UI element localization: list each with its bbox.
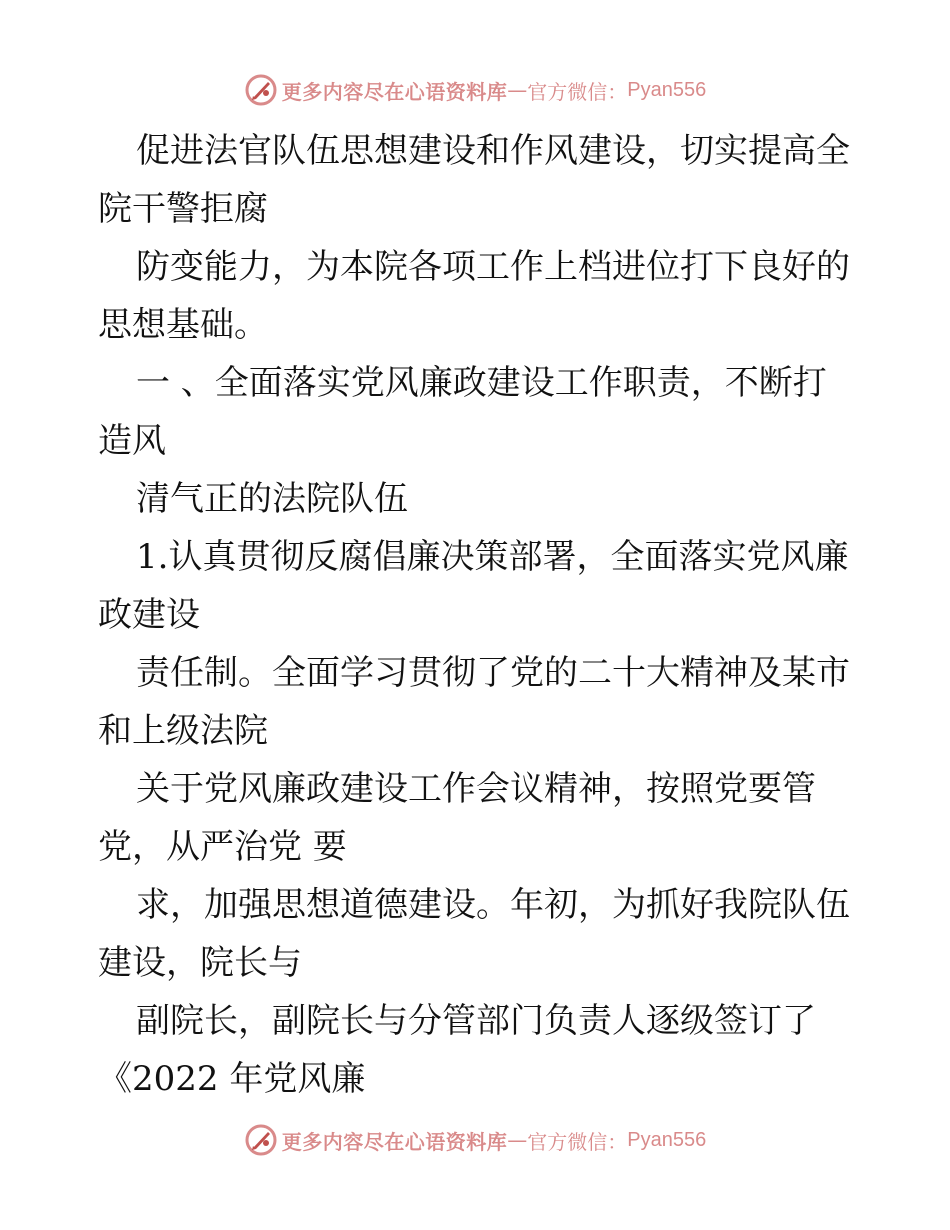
body-line: 副院长，副院长与分管部门负责人逐级签订了 bbox=[136, 1001, 816, 1041]
quill-logo-icon bbox=[244, 1123, 278, 1157]
quill-logo-icon bbox=[244, 73, 278, 107]
banner-wechat-id: Pyan556 bbox=[627, 78, 707, 101]
footer-banner bbox=[0, 1118, 950, 1162]
header-banner bbox=[0, 68, 950, 112]
body-line: 《2022 年党风廉 bbox=[98, 1059, 366, 1099]
section-heading-line: 造风 bbox=[98, 421, 166, 461]
banner-wechat-label: 官方微信： bbox=[527, 79, 628, 104]
body-line: 责任制。全面学习贯彻了党的二十大精神及某市 bbox=[136, 653, 850, 693]
banner-wechat-id: Pyan556 bbox=[627, 1128, 707, 1151]
banner-separator: — bbox=[507, 78, 528, 102]
body-line: 思想基础。 bbox=[98, 305, 268, 345]
banner-separator: — bbox=[507, 1128, 528, 1152]
body-line: 1.认真贯彻反腐倡廉决策部署，全面落实党风廉 bbox=[136, 537, 849, 577]
body-line: 防变能力，为本院各项工作上档进位打下良好的 bbox=[136, 247, 850, 287]
body-line: 建设，院长与 bbox=[98, 943, 302, 983]
body-line: 和上级法院 bbox=[98, 711, 268, 751]
body-line: 政建设 bbox=[98, 595, 200, 635]
section-heading-line: 清气正的法院队伍 bbox=[136, 479, 408, 519]
body-line: 党，从严治党 要 bbox=[98, 827, 347, 867]
body-line: 院干警拒腐 bbox=[98, 189, 268, 229]
body-line: 求，加强思想道德建设。年初，为抓好我院队伍 bbox=[136, 885, 850, 925]
banner-text: 更多内容尽在心语资料库 bbox=[281, 79, 508, 104]
banner-text: 更多内容尽在心语资料库 bbox=[281, 1129, 508, 1154]
section-heading-line: 一 、全面落实党风廉政建设工作职责，不断打 bbox=[136, 363, 827, 403]
body-line: 促进法官队伍思想建设和作风建设，切实提高全 bbox=[136, 131, 850, 171]
body-line: 关于党风廉政建设工作会议精神，按照党要管 bbox=[136, 769, 816, 809]
banner-wechat-label: 官方微信： bbox=[527, 1129, 628, 1154]
document-body bbox=[98, 122, 858, 1108]
